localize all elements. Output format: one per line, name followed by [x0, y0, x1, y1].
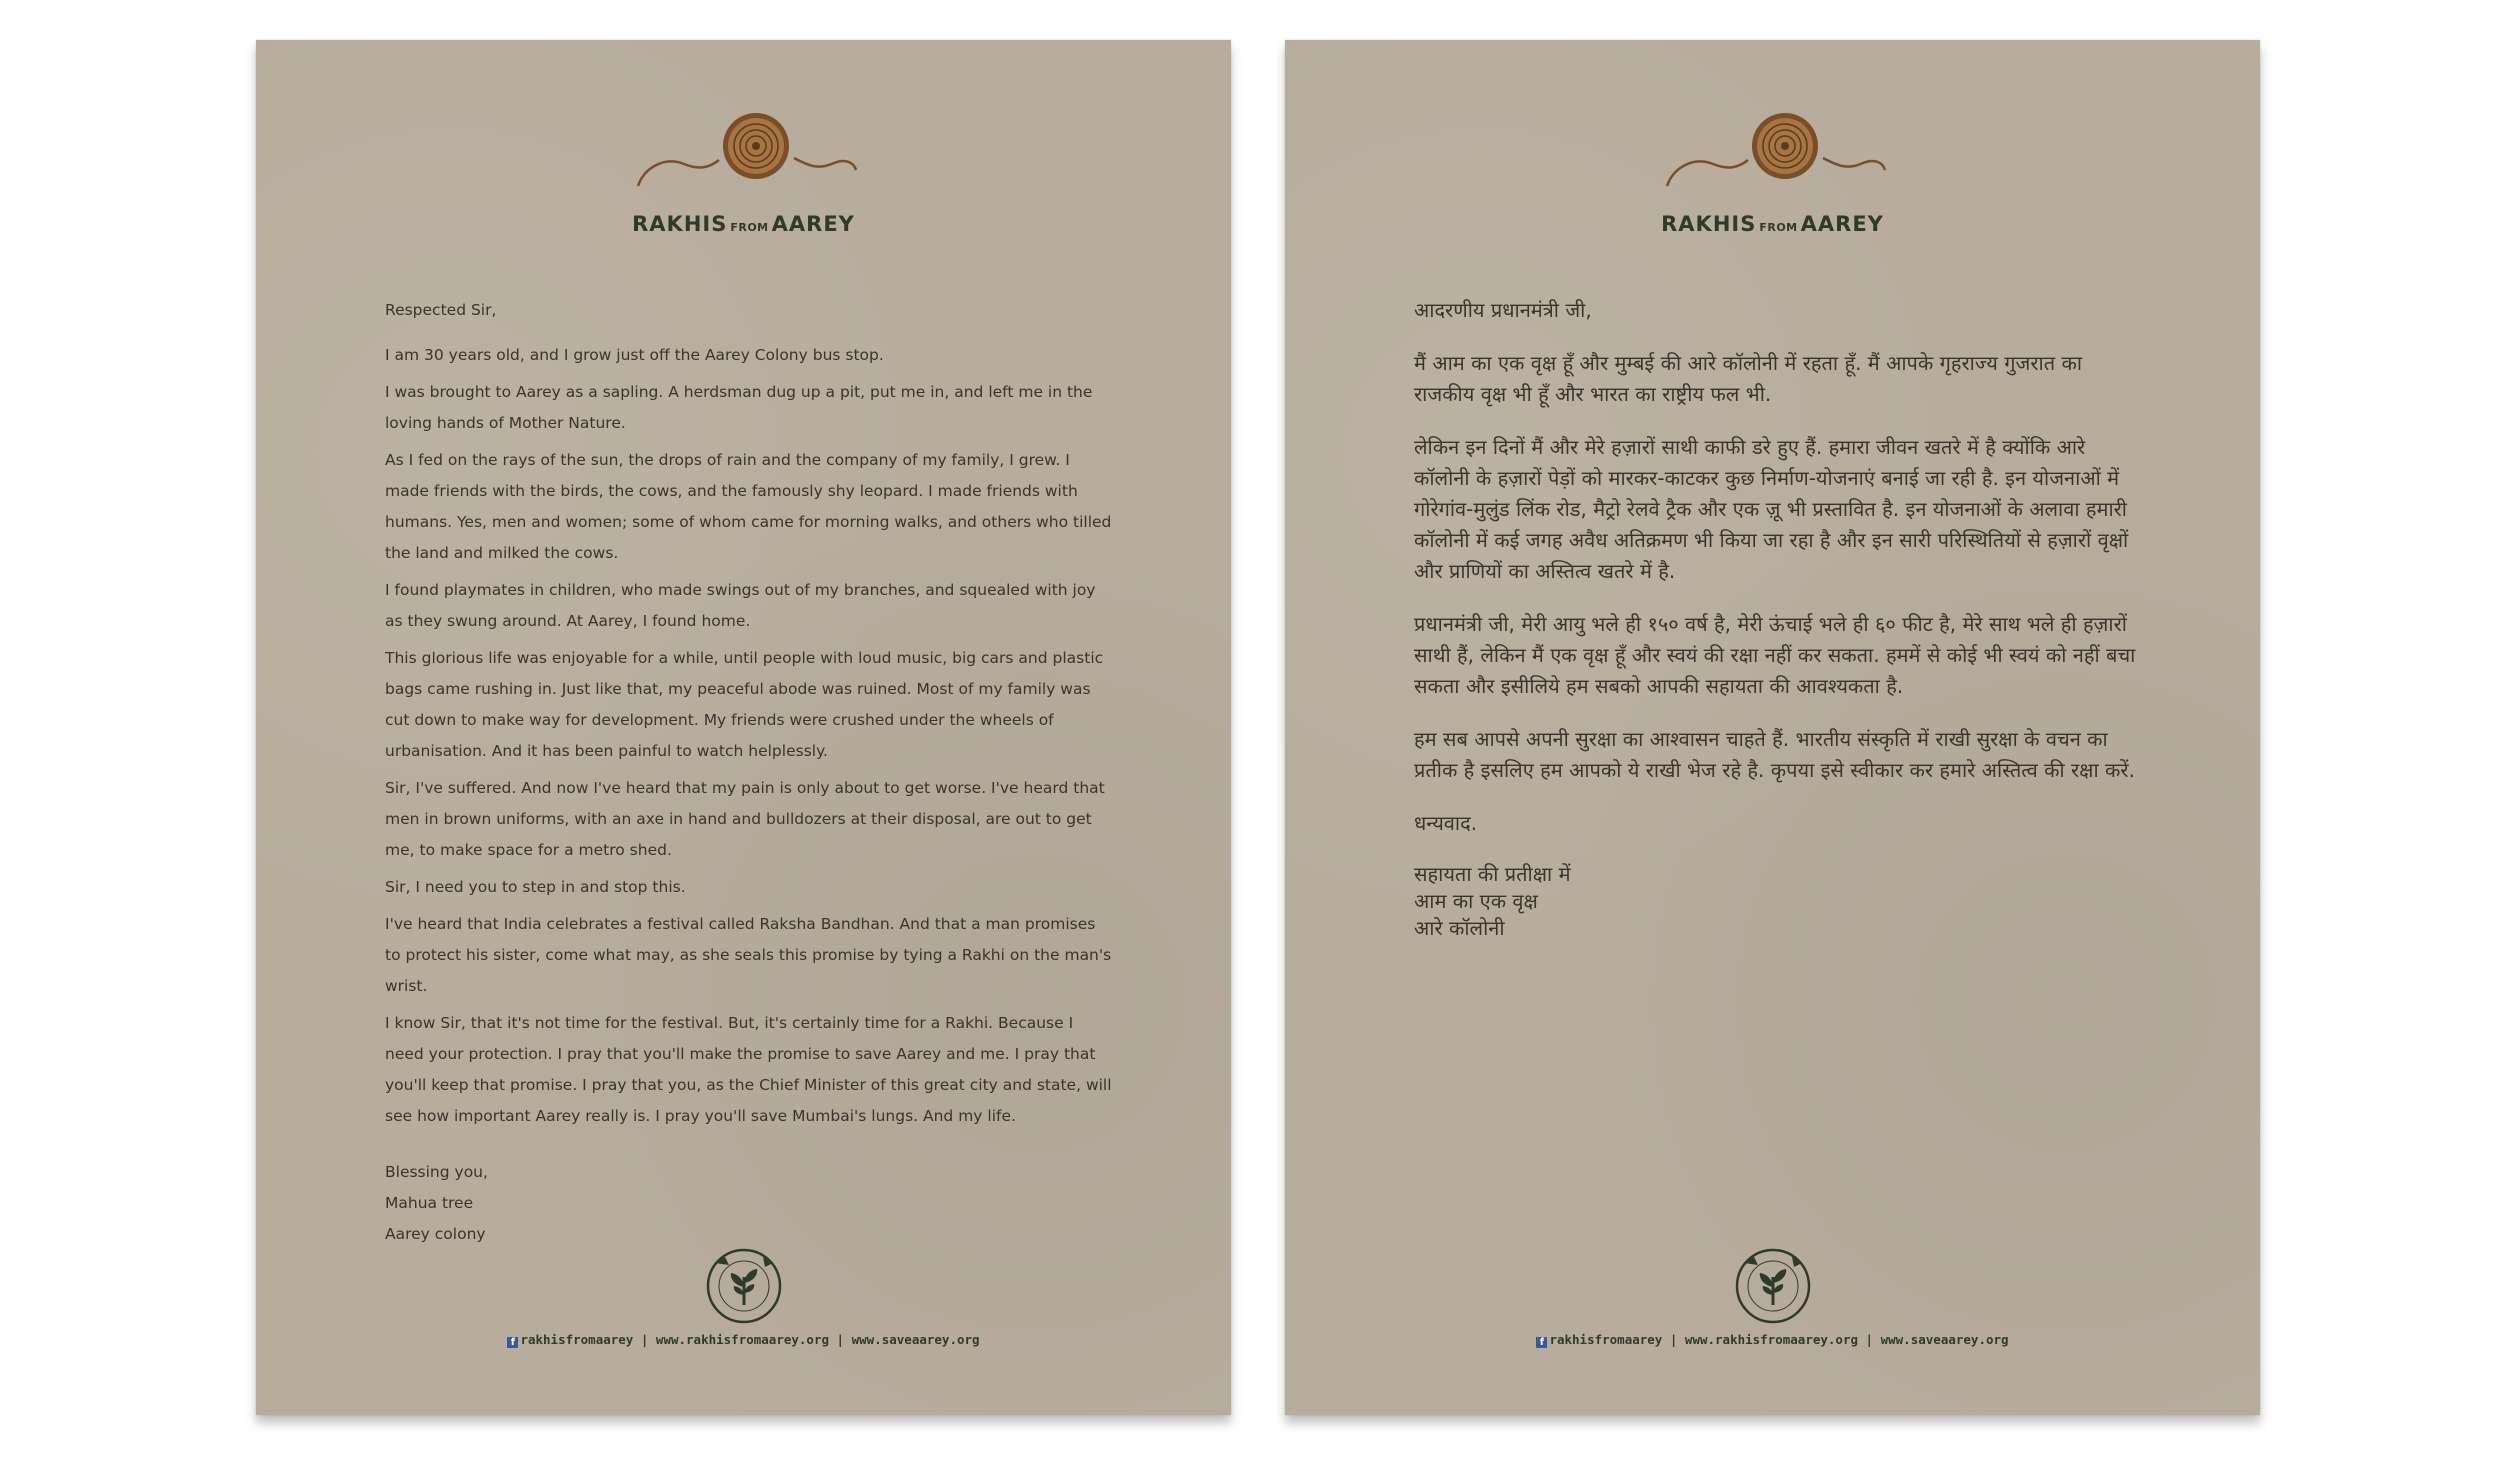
- paragraph: I know Sir, that it's not time for the festival. But, it's certainly time for a Rakhi. Because I need your protection. I pray that you'll make the promise to save Aarey and me. I pray that you'll keep that promise. I pray that you, as the Chief Minister of this great city and state, will see how important Aarey really is. I pray you'll save Mumbai's lungs. And my life.: [385, 1014, 1112, 1125]
- letter-sheet-hindi: [1285, 40, 2260, 1415]
- sapling-icon: [705, 1247, 783, 1325]
- hindi-letter-body: [1414, 295, 2144, 942]
- save-aarey-seal: [1734, 1247, 1812, 1325]
- facebook-icon: f: [507, 1337, 518, 1348]
- english-letter-body: [385, 295, 1115, 1250]
- website-link[interactable]: www.rakhisfromaarey.org: [655, 1332, 830, 1347]
- save-aarey-seal: [705, 1247, 783, 1325]
- letter-sheet-english: [256, 40, 1231, 1415]
- signature-block: [385, 1157, 1115, 1250]
- facebook-link[interactable]: rakhisfromaarey: [520, 1332, 634, 1347]
- facebook-icon: f: [1536, 1337, 1547, 1348]
- paragraph: धन्यवाद.: [1414, 811, 1478, 835]
- brand-logo: [1653, 108, 1893, 248]
- sign-line: Aarey colony: [385, 1225, 486, 1243]
- brand-logo: [624, 108, 864, 248]
- paragraph: I was brought to Aarey as a sapling. A herdsman dug up a pit, put me in, and left me in the loving hands of Mother Nature.: [385, 383, 1093, 432]
- website-link[interactable]: www.rakhisfromaarey.org: [1684, 1332, 1859, 1347]
- tree-ring-rakhi-icon: [624, 108, 864, 218]
- facebook-link[interactable]: rakhisfromaarey: [1549, 1332, 1663, 1347]
- paragraph: I found playmates in children, who made swings out of my branches, and squealed with joy as they swung around. At Aarey, I found home.: [385, 581, 1096, 630]
- paragraph: I've heard that India celebrates a festival called Raksha Bandhan. And that a man promises to protect his sister, come what may, as she seals this promise by tying a Rakhi on the man's wrist.: [385, 915, 1112, 995]
- sign-line: सहायता की प्रतीक्षा में: [1414, 862, 1571, 886]
- paragraph: I am 30 years old, and I grow just off the Aarey Colony bus stop.: [385, 346, 884, 364]
- paragraph: This glorious life was enjoyable for a while, until people with loud music, big cars and plastic bags came rushing in. Just like that, my peaceful abode was ruined. Most of my family was cut down to make way for development. My friends were crushed under the wheels of urbanisation. And it has been painful to watch helplessly.: [385, 649, 1104, 760]
- sign-line: आम का एक वृक्ष: [1414, 889, 1538, 913]
- paragraph: लेकिन इन दिनों मैं और मेरे हज़ारों साथी काफी डरे हुए हैं. हमारा जीवन खतरे में है क्योंकि आरे कॉलोनी के हज़ारों पेड़ों को मारकर-काटकर कुछ निर्माण-योजनाएं बनाई जा रही है. इन योजनाओं में गोरेगांव-मुलुंड लिंक रोड, मैट्रो रेलवे ट्रैक और एक ज़ू भी प्रस्तावित है. इन योजनाओं के अलावा हमारी कॉलोनी में कई जगह अवैध अतिक्रमण भी किया जा रहा है और इन सारी परिस्थितियों से हज़ारों वृक्षों और प्राणियों का अस्तित्व खतरे में है.: [1414, 435, 2129, 583]
- footer-links: f rakhisfromaarey | www.rakhisfromaarey.org | www.saveaarey.org: [1285, 1332, 2260, 1348]
- sign-line: आरे कॉलोनी: [1414, 916, 1505, 940]
- paragraph: As I fed on the rays of the sun, the drops of rain and the company of my family, I grew. I made friends with the birds, the cows, and the famously shy leopard. I made friends with humans. Yes, men and women; some of whom came for morning walks, and others who tilled the land and milked the cows.: [385, 451, 1112, 562]
- sapling-icon: [1734, 1247, 1812, 1325]
- sign-line: Blessing you,: [385, 1163, 488, 1181]
- greeting: आदरणीय प्रधानमंत्री जी,: [1414, 298, 1592, 322]
- tree-ring-rakhi-icon: [1653, 108, 1893, 218]
- website-link[interactable]: www.saveaarey.org: [1880, 1332, 2009, 1347]
- sign-line: Mahua tree: [385, 1194, 474, 1212]
- paragraph: Sir, I've suffered. And now I've heard that my pain is only about to get worse. I've heard that men in brown uniforms, with an axe in hand and bulldozers at their disposal, are out to get me, to make space for a metro shed.: [385, 779, 1105, 859]
- paragraph: प्रधानमंत्री जी, मेरी आयु भले ही १५० वर्ष है, मेरी ऊंचाई भले ही ६० फीट है, मेरे साथ भले ही हज़ारों साथी हैं, लेकिन मैं एक वृक्ष हूँ और स्वयं की रक्षा नहीं कर सकता. हममें से कोई भी स्वयं को नहीं बचा सकता और इसीलिये हम सबको आपकी सहायता की आवश्यकता है.: [1414, 612, 2136, 698]
- signature-block: [1414, 861, 2144, 942]
- paragraph: Sir, I need you to step in and stop this.: [385, 878, 686, 896]
- website-link[interactable]: www.saveaarey.org: [851, 1332, 980, 1347]
- greeting: Respected Sir,: [385, 301, 497, 319]
- brand-name: RAKHIS FROM AAREY: [1661, 212, 1884, 236]
- brand-name: RAKHIS FROM AAREY: [632, 212, 855, 236]
- paragraph: हम सब आपसे अपनी सुरक्षा का आश्वासन चाहते हैं. भारतीय संस्कृति में राखी सुरक्षा के वचन का प्रतीक है इसलिए हम आपको ये राखी भेज रहे है. कृपया इसे स्वीकार कर हमारे अस्तित्व की रक्षा करें.: [1414, 727, 2135, 782]
- paragraph: मैं आम का एक वृक्ष हूँ और मुम्बई की आरे कॉलोनी में रहता हूँ. मैं आपके गृहराज्य गुजरात का राजकीय वृक्ष भी हूँ और भारत का राष्ट्रीय फल भी.: [1414, 351, 2083, 406]
- footer-links: f rakhisfromaarey | www.rakhisfromaarey.org | www.saveaarey.org: [256, 1332, 1231, 1348]
